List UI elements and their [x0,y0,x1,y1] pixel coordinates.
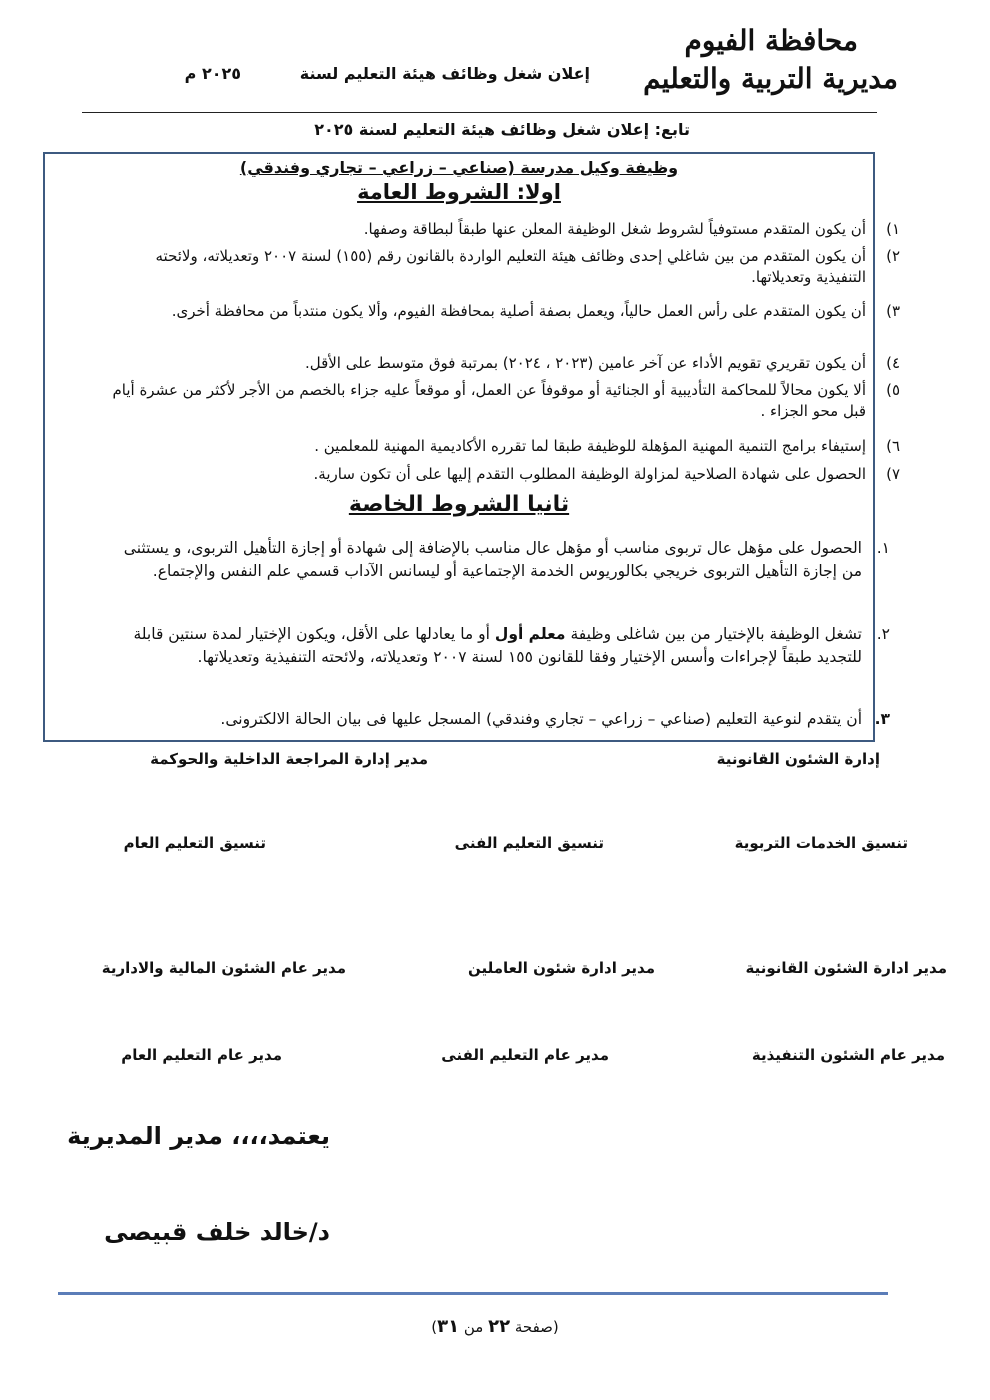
condition-number: ٣) [886,302,900,320]
condition-text: أن يكون المتقدم على رأس العمل حالياً، ويعمل بصفة أصلية بمحافظة الفيوم، وألا يكون منتدباً من محافظة أخرى. [171,302,866,320]
special-conditions-heading: ثانيا الشروط الخاصة [348,492,570,517]
signature-dir-staff: مدير ادارة شئون العاملين [467,959,655,977]
signature-dir-exec: مدير عام الشئون التنفيذية [751,1046,945,1064]
approval-line: يعتمد،،،، مدير المديرية [67,1122,330,1150]
header-divider [82,112,877,113]
page-number [0,1316,990,1337]
general-condition-6 [106,436,900,457]
header-year: ٢٠٢٥ م [184,64,241,83]
header-announcement: إعلان شغل وظائف هيئة التعليم لسنة [299,64,590,83]
condition-text: أن يكون المتقدم من بين شاغلي إحدى وظائف هيئة التعليم الواردة بالقانون رقم (١٥٥) لسنة ٢٠٠٧ وتعديلاته، ولائحته التنفيذية وتعديلاتها. [155,247,866,286]
condition-number: ٣. [874,710,890,728]
condition-number: ٥) [886,381,900,399]
special-condition-1 [102,537,890,583]
condition-number: ٦) [886,437,900,455]
general-conditions-heading: اولا: الشروط العامة [357,180,561,204]
page-current: ٢٢ [488,1316,511,1337]
job-title: وظيفة وكيل مدرسة (صناعي – زراعي – تجاري وفندقي) [239,158,679,177]
general-condition-5 [106,380,900,422]
signature-dir-finance: مدير عام الشئون المالية والادارية [101,959,346,977]
page-close: ) [431,1318,438,1336]
signer-name: د/خالد خلف قبيصى [104,1218,330,1246]
page-of: من [463,1318,484,1336]
signature-dir-general: مدير عام التعليم العام [121,1046,282,1064]
footer-divider [58,1292,888,1295]
condition-text: أن يكون تقريري تقويم الأداء عن آخر عامين (٢٠٢٣ ، ٢٠٢٤) بمرتبة فوق متوسط على الأقل. [304,354,866,372]
condition-number: ٢. [876,625,890,643]
general-condition-4 [106,353,900,374]
condition-text: الحصول على شهادة الصلاحية لمزاولة الوظيفة المطلوب التقدم إليها على أن تكون سارية. [313,465,866,483]
page-subtitle: تابع: إعلان شغل وظائف هيئة التعليم لسنة ٢٠٢٥ [314,120,690,139]
signature-coord-services: تنسيق الخدمات التربوية [734,834,908,852]
general-condition-2 [106,246,900,288]
governorate-name: محافظة الفيوم [684,24,858,57]
signature-audit-director: مدير إدارة المراجعة الداخلية والحوكمة [150,750,428,768]
signature-coord-general: تنسيق التعليم العام [123,834,266,852]
general-condition-7 [106,464,900,485]
page-total: ٣١ [437,1316,460,1337]
signature-dir-technical: مدير عام التعليم الفنى [441,1046,609,1064]
general-condition-1 [106,219,900,240]
condition-text: ألا يكون محالاً للمحاكمة التأديبية أو الجنائية أو موقوفاً عن العمل، أو موقعاً عليه جزاء بالخصم من الأجر لأكثر من عشرة أيام قبل محو الجزاء . [112,381,866,420]
condition-text: أن يكون المتقدم مستوفياً لشروط شغل الوظيفة المعلن عنها طبقاً لبطاقة وصفها. [363,220,866,238]
condition-number: ١) [886,220,900,238]
signature-coord-technical: تنسيق التعليم الفنى [454,834,604,852]
signature-dir-legal: مدير ادارة الشئون القانونية [745,959,947,977]
special-condition-3 [102,708,890,731]
general-condition-3 [106,301,900,322]
condition-text: أن يتقدم لنوعية التعليم (صناعي – زراعي – تجاري وفندقي) المسجل عليها فى بيان الحالة الالكترونى. [220,710,862,728]
condition-text-start: تشغل الوظيفة بالإختيار من بين شاغلى وظيفة [570,625,862,643]
condition-text: إستيفاء برامج التنمية المهنية المؤهلة للوظيفة طبقا لما تقرره الأكاديمية المهنية للمعلمين . [314,437,866,455]
page-open: (صفحة [514,1318,559,1336]
condition-text-end: أو ما يعادلها على الأقل، ويكون الإختيار لمدة سنتين قابلة للتجديد طبقاً لإجراءات وأسس الإختيار وفقا للقانون ١٥٥ لسنة ٢٠٠٧ وتعديلاته، ولائحته التنفيذية وتعديلاتها. [133,625,862,666]
condition-number: ٧) [886,465,900,483]
directorate-name: مديرية التربية والتعليم [643,62,898,95]
condition-text: الحصول على مؤهل عال تربوى مناسب أو مؤهل عال مناسب بالإضافة إلى شهادة أو إجازة التأهيل التربوى، و يستثنى من إجازة التأهيل التربوى خريجي بكالوريوس الخدمة الإجتماعية أو ليسانس الآداب قسمي علم النفس والإجتماع. [123,539,862,580]
condition-number: ١. [876,539,890,557]
signature-legal-affairs-admin: إدارة الشئون القانونية [716,750,880,768]
condition-number: ٤) [886,354,900,372]
condition-number: ٢) [886,247,900,265]
special-condition-2 [102,623,890,669]
condition-emphasis: معلم أول [494,625,566,643]
